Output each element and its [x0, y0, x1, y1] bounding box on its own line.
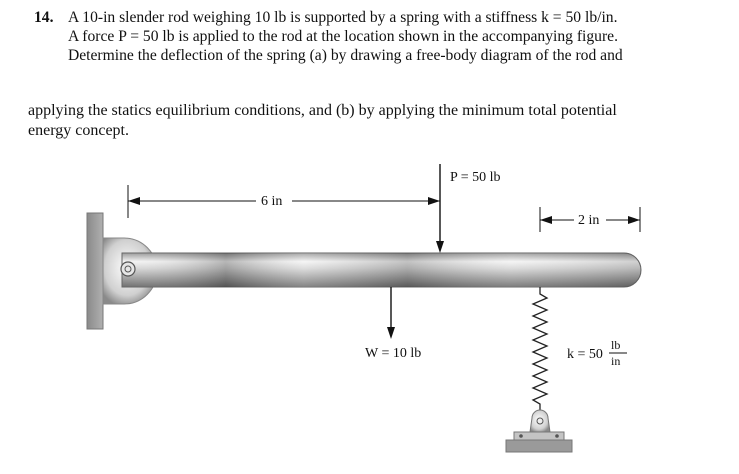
- spring-unit-denominator: in: [611, 354, 621, 368]
- spring-ground-base: [506, 440, 572, 452]
- problem-line-3: Determine the deflection of the spring (a) by drawing a free-body diagram of the rod and: [68, 47, 623, 64]
- problem-number: 14.: [34, 9, 54, 26]
- wall-support: [87, 213, 103, 329]
- force-p-label: P = 50 lb: [450, 170, 501, 185]
- bolt-right: [555, 434, 559, 438]
- force-p-arrowhead: [436, 241, 444, 253]
- weight-arrowhead: [387, 327, 395, 339]
- spring: [533, 287, 547, 418]
- weight-label: W = 10 lb: [365, 346, 422, 361]
- dim-2in-label: 2 in: [578, 213, 600, 228]
- rod-shading: [122, 253, 641, 287]
- dim-6in-arrow-left: [128, 197, 140, 205]
- pin: [121, 262, 135, 276]
- bolt-left: [519, 434, 523, 438]
- problem-line-2: A force P = 50 lb is applied to the rod at the location shown in the accompanying figure.: [68, 28, 618, 45]
- problem-continuation-1: applying the statics equilibrium conditions, and (b) by applying the minimum total potential: [28, 102, 617, 119]
- dim-6in-arrow-right: [428, 197, 440, 205]
- dim-2in-arrow-left: [540, 216, 552, 224]
- spring-unit-numerator: lb: [611, 338, 621, 352]
- spring-pin: [537, 418, 543, 424]
- dim-6in-label: 6 in: [261, 194, 283, 209]
- dim-2in-arrow-right: [628, 216, 640, 224]
- problem-continuation-2: energy concept.: [28, 122, 129, 139]
- problem-line-1: A 10-in slender rod weighing 10 lb is supported by a spring with a stiffness k = 50 lb/in.: [68, 9, 618, 26]
- spring-label: k = 50: [567, 347, 603, 362]
